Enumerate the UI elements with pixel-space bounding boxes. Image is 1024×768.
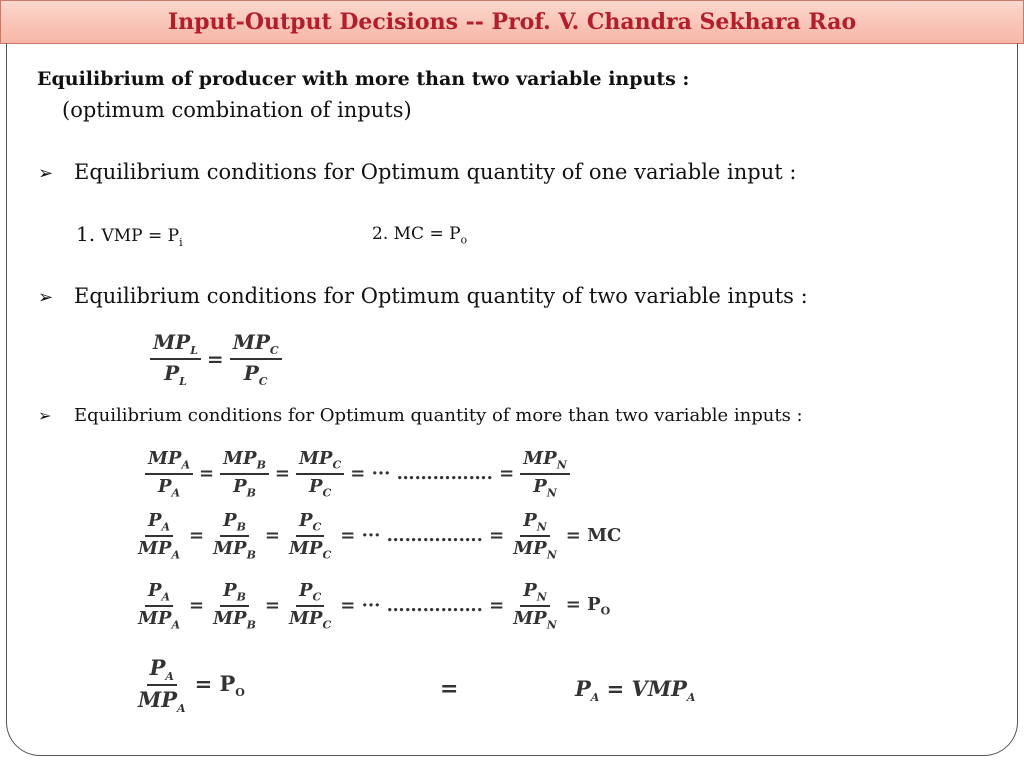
equation-row-3: $\frac{P_A}{MP_A}$ = $\frac{P_B}{MP_B}$ = $\frac{P_C}{MP_C}$ = ··· ……………. = $\frac{P_N}{MP_N}$ = $P_O$ — [138, 580, 611, 632]
bullet-one-input — [38, 160, 796, 184]
equation-row-4-result: $P_A = VMP_A$ — [575, 676, 696, 705]
slide-title: Input-Output Decisions -- Prof. V. Chandra Sekhara Rao — [167, 9, 857, 35]
row3-tail: = P — [565, 593, 601, 615]
condition-vmp — [76, 222, 183, 249]
ellipsis: = ··· ……………. = — [340, 595, 505, 617]
fraction: $\frac{MP_L}{P_L}$ — [150, 330, 201, 388]
slide-frame — [6, 43, 1018, 756]
bullet-text: Equilibrium conditions for Optimum quantity of one variable input : — [74, 160, 797, 184]
slide-title-bar — [0, 0, 1024, 44]
equation-row-1: $\frac{MP_A}{P_A}$ = $\frac{MP_B}{P_B}$ = $\frac{MP_C}{P_C}$ = ··· ……………. = $\frac{MP_N}{P_N}$ — [145, 448, 570, 499]
section-heading: Equilibrium of producer with more than two variable inputs : — [37, 68, 690, 90]
condition-mc — [372, 224, 467, 246]
bullet-text: Equilibrium conditions for Optimum quantity of more than two variable inputs : — [74, 405, 803, 426]
ellipsis: = ··· ……………. = — [350, 463, 515, 485]
condition-vmp-sub: i — [179, 236, 183, 249]
arrow-bullet-icon: ➢ — [38, 406, 52, 425]
condition-number: 1. — [76, 222, 96, 246]
condition-vmp-text: VMP = P — [101, 226, 180, 246]
bullet-text: Equilibrium conditions for Optimum quantity of two variable inputs : — [74, 284, 808, 308]
ellipsis: = ··· ……………. = — [340, 525, 505, 547]
equation-two-inputs: $\frac{MP_L}{P_L}$ = $\frac{MP_C}{P_C}$ — [150, 330, 282, 388]
equation-row-4: $\frac{P_A}{MP_A}$ = $P_O$ — [138, 655, 245, 716]
equation-row-4-mid: = — [440, 676, 459, 702]
arrow-bullet-icon: ➢ — [38, 287, 54, 308]
condition-mc-text: 2. MC = P — [372, 224, 461, 244]
bullet-two-inputs — [38, 284, 808, 308]
section-subheading: (optimum combination of inputs) — [62, 98, 412, 122]
arrow-bullet-icon: ➢ — [38, 163, 54, 184]
condition-mc-sub: o — [460, 233, 468, 247]
equation-row-2: $\frac{P_A}{MP_A}$ = $\frac{P_B}{MP_B}$ = $\frac{P_C}{MP_C}$ = ··· ……………. = $\frac{P_N}{MP_N}$ = MC — [138, 510, 622, 562]
bullet-many-inputs — [38, 405, 803, 426]
row2-tail: = MC — [565, 525, 622, 547]
fraction: $\frac{MP_C}{P_C}$ — [230, 330, 282, 388]
